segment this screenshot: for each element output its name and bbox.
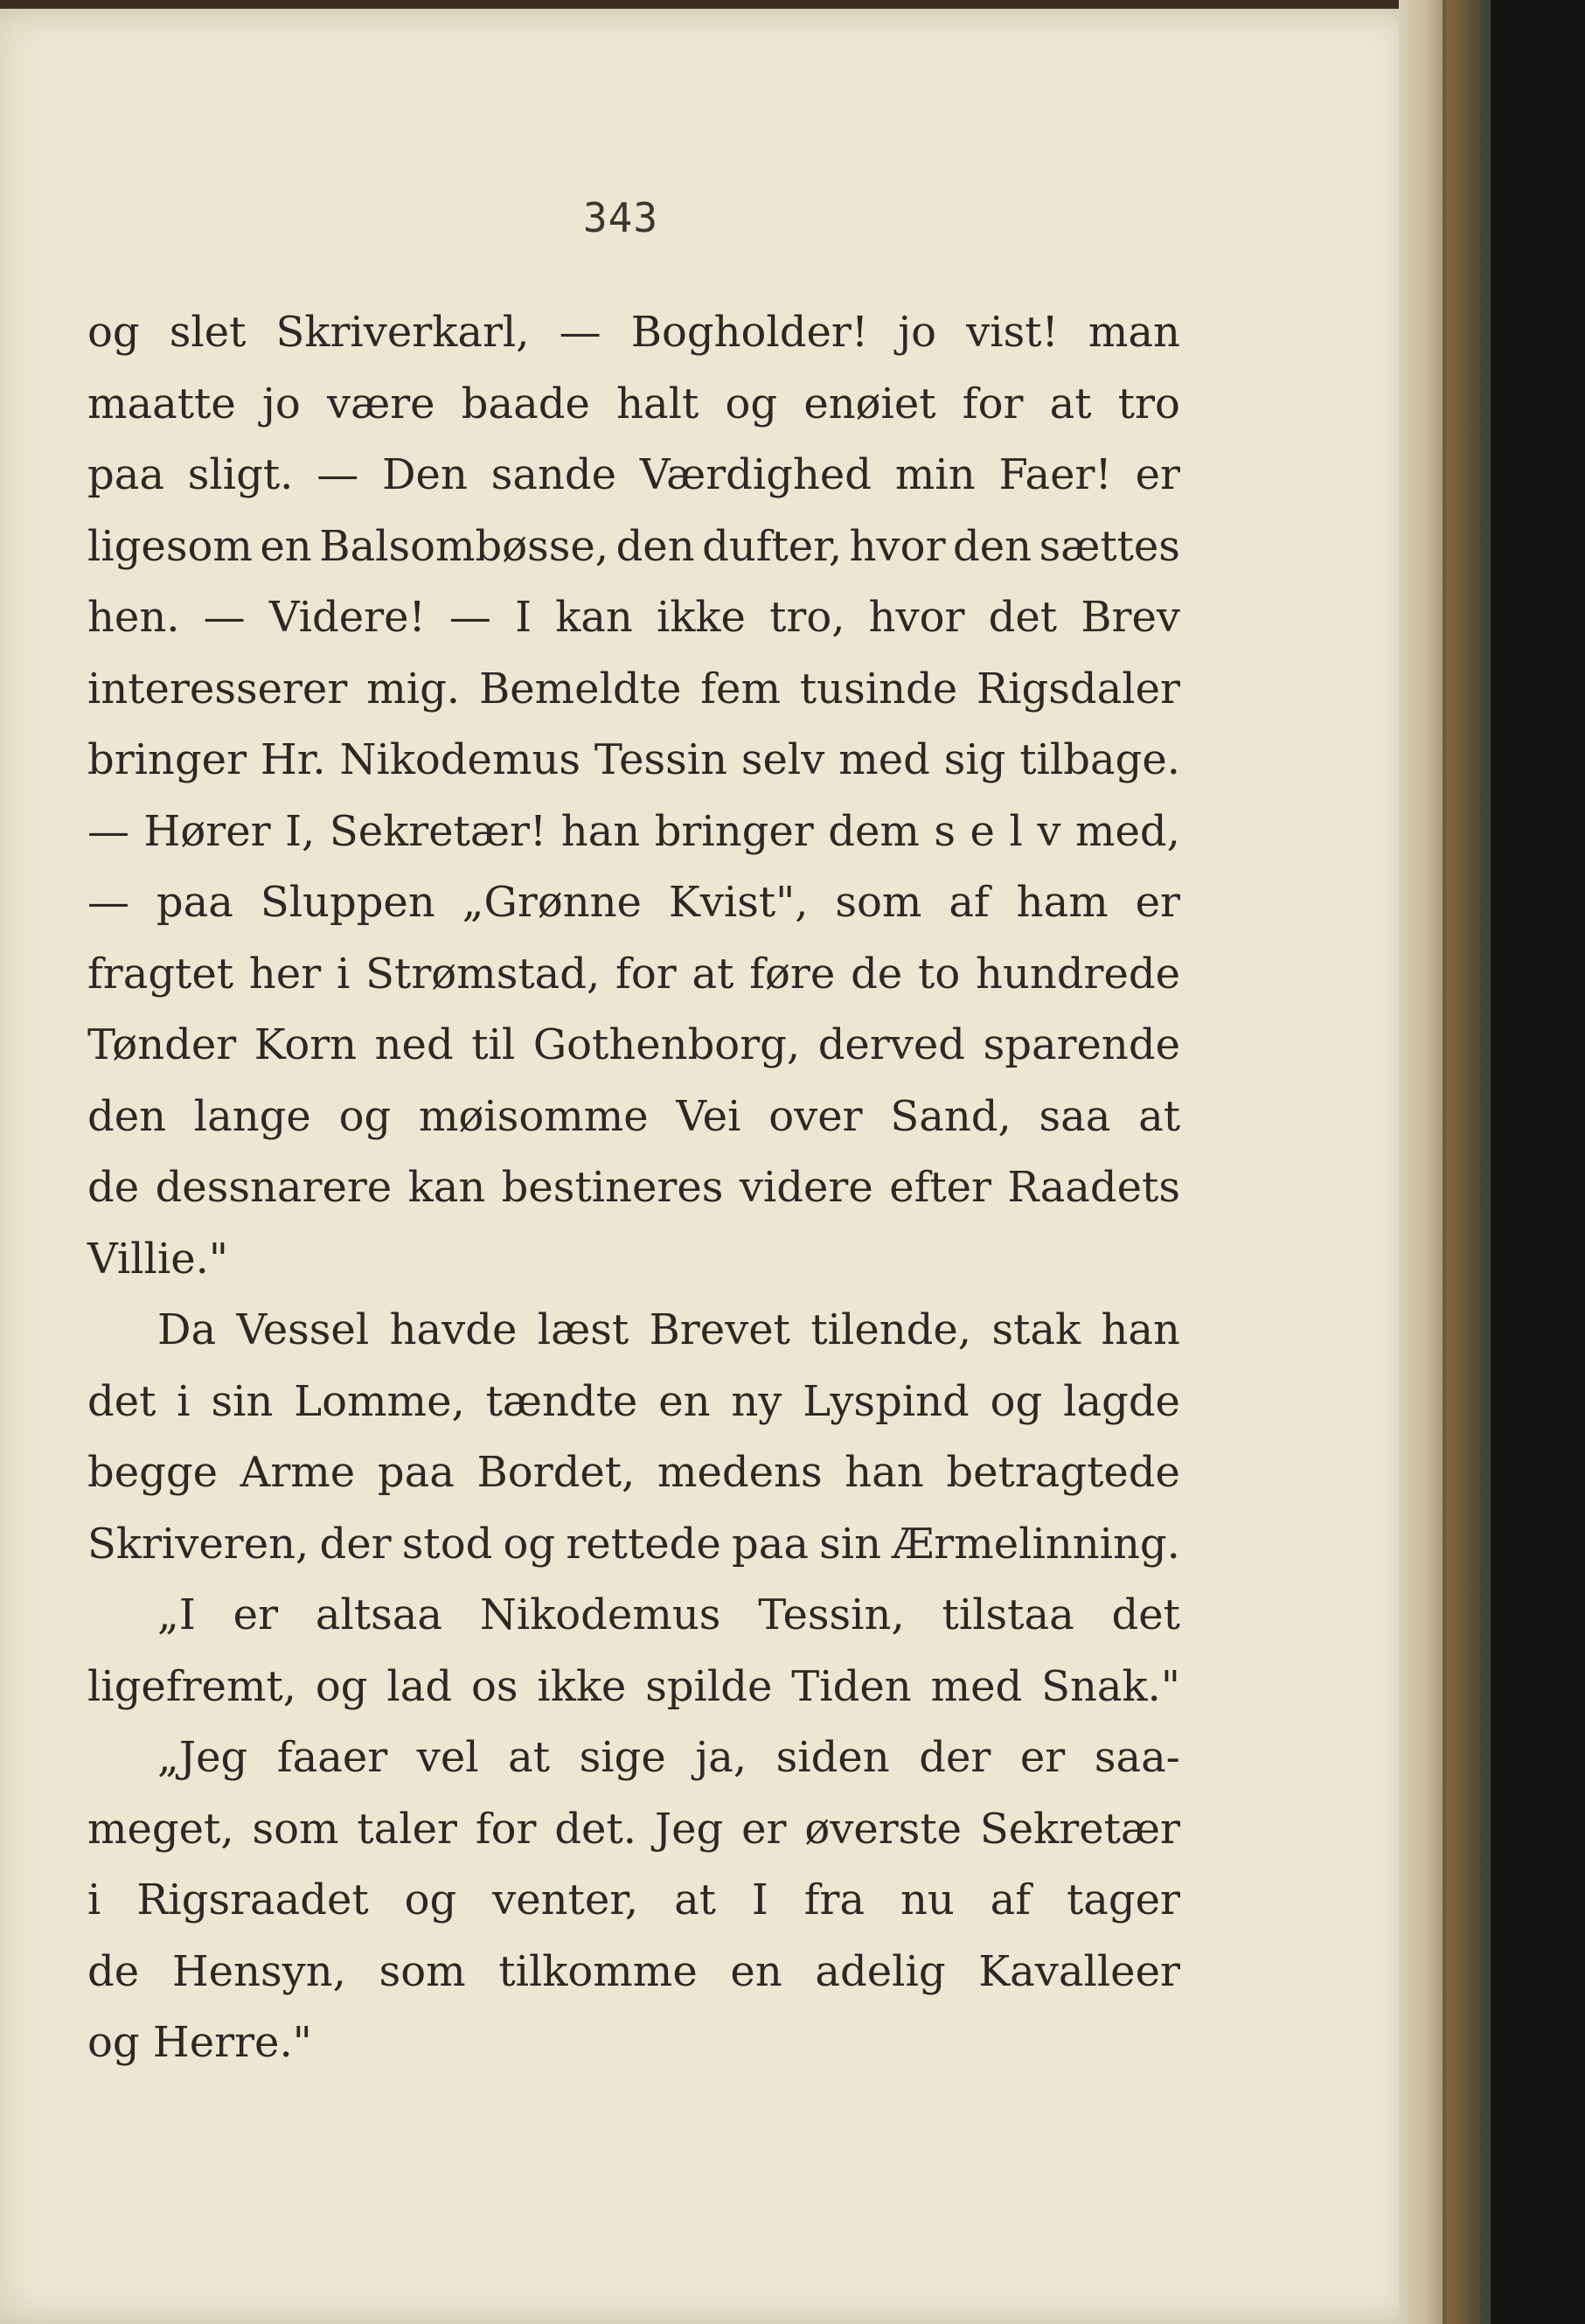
word: for — [615, 949, 677, 998]
word: interesserer — [87, 664, 348, 713]
text-line — [87, 867, 1180, 939]
word: Lyspind — [803, 1376, 970, 1426]
binding-leather-edge — [1447, 0, 1480, 2324]
word: sættes — [1039, 521, 1180, 571]
word: er — [741, 1804, 787, 1854]
word: sige — [579, 1733, 666, 1782]
word: Den — [382, 450, 468, 499]
word: Bordet, — [476, 1448, 636, 1497]
word: sande — [490, 450, 616, 499]
word: ikke — [656, 593, 746, 642]
word: rettede — [566, 1519, 721, 1569]
word: en — [658, 1376, 711, 1426]
word: Vei — [676, 1091, 741, 1141]
word: bringer — [87, 735, 247, 784]
word: som — [379, 1946, 466, 1996]
word: derved — [817, 1020, 966, 1069]
word: „Jeg — [157, 1733, 248, 1782]
page-number: 343 — [582, 194, 659, 241]
word: Sand, — [890, 1091, 1011, 1141]
word: over — [768, 1091, 863, 1141]
word: Lomme, — [294, 1376, 465, 1426]
word: halt — [616, 379, 699, 428]
word: s — [934, 806, 956, 856]
word: venter, — [492, 1875, 639, 1924]
word: saa — [1039, 1091, 1111, 1141]
word: være — [326, 379, 435, 428]
word: nu — [900, 1875, 955, 1924]
word: af — [990, 1875, 1032, 1924]
word: dem — [828, 806, 920, 856]
word: dufter, — [702, 521, 843, 571]
word: tilstaa — [942, 1590, 1074, 1639]
word: stak — [991, 1305, 1081, 1354]
word: møisomme — [418, 1091, 649, 1141]
word: er — [1135, 878, 1180, 927]
word: og — [87, 308, 140, 357]
word: den — [615, 521, 695, 571]
word: læst — [537, 1305, 629, 1354]
word: jo — [898, 308, 936, 357]
word: havde — [389, 1305, 518, 1354]
word: Tessin — [594, 735, 728, 784]
word: Gothenborg, — [532, 1020, 801, 1069]
word: for — [962, 379, 1024, 428]
word: han — [845, 1448, 924, 1497]
word: paa — [377, 1448, 455, 1497]
word: — — [87, 806, 129, 856]
word: ligesom — [87, 521, 253, 571]
word: Sekretær — [979, 1804, 1180, 1854]
word: — — [448, 593, 491, 642]
word: i — [336, 949, 351, 998]
word: en — [260, 521, 312, 571]
text-line — [87, 797, 1180, 868]
word: Værdighed — [639, 450, 872, 499]
word: at — [1049, 379, 1092, 428]
word: bringer — [654, 806, 814, 856]
word: e — [970, 806, 995, 856]
word: mig. — [366, 664, 461, 713]
text-line — [87, 511, 1180, 583]
text-line — [87, 582, 1180, 654]
word: Tessin, — [758, 1590, 905, 1639]
word: videre — [739, 1163, 873, 1212]
word: tro — [1117, 379, 1180, 428]
text-line — [87, 1152, 1180, 1224]
word: det — [1111, 1590, 1180, 1639]
text-line — [87, 1652, 1180, 1723]
word: her — [248, 949, 322, 998]
word: lagde — [1063, 1376, 1180, 1426]
word: dessnarere — [155, 1163, 393, 1212]
word: Brevet — [649, 1305, 790, 1354]
word: med — [838, 735, 930, 784]
word: begge — [87, 1448, 218, 1497]
word: den — [87, 1091, 167, 1141]
word: I, — [285, 806, 316, 856]
word: Nikodemus — [479, 1590, 721, 1639]
word: og — [725, 379, 778, 428]
word: Arme — [240, 1448, 356, 1497]
word: Da — [157, 1305, 217, 1354]
text-line — [87, 654, 1180, 726]
word: — — [203, 593, 246, 642]
word: tusinde — [799, 664, 958, 713]
word: Sekretær! — [329, 806, 547, 856]
word: i — [177, 1376, 191, 1426]
word: de — [87, 1163, 140, 1212]
word: hen. — [87, 593, 180, 642]
word: maatte — [87, 379, 236, 428]
word: I — [515, 593, 532, 642]
word: v — [1037, 806, 1061, 856]
word: ned — [374, 1020, 454, 1069]
word: Brev — [1081, 593, 1180, 642]
word: lange — [193, 1091, 311, 1141]
word: den — [953, 521, 1032, 571]
word: hvor — [849, 521, 946, 571]
word: øverste — [804, 1804, 963, 1854]
word: man — [1088, 308, 1180, 357]
word: i — [87, 1875, 101, 1924]
word: det. — [554, 1804, 636, 1854]
word: tændte — [485, 1376, 638, 1426]
word: tilkomme — [498, 1946, 698, 1996]
word: bestineres — [501, 1163, 724, 1212]
word: „I — [157, 1590, 196, 1639]
word: Hr. — [260, 735, 326, 784]
word: er — [1135, 450, 1180, 499]
word: medens — [657, 1448, 823, 1497]
word: Videre! — [268, 593, 426, 642]
word: „Grønne — [462, 878, 642, 927]
word: ikke — [537, 1661, 627, 1711]
text-line — [87, 1437, 1180, 1509]
word: at — [692, 949, 734, 998]
word: med, — [1074, 806, 1180, 856]
word: Hører — [143, 806, 271, 856]
word: Skriverkarl, — [275, 308, 530, 357]
word: sin — [819, 1519, 882, 1569]
text-line — [87, 1722, 1180, 1794]
word: kan — [407, 1163, 486, 1212]
word: der — [319, 1519, 392, 1569]
word: Ærmelinning. — [892, 1519, 1180, 1569]
word: Rigsraadet — [136, 1875, 369, 1924]
word: tager — [1066, 1875, 1180, 1924]
text-line — [87, 1295, 1180, 1367]
word: Skriveren, — [87, 1519, 309, 1569]
word: tilende, — [810, 1305, 972, 1354]
word: spilde — [645, 1661, 773, 1711]
word: lad — [386, 1661, 453, 1711]
word: vist! — [966, 308, 1059, 357]
word: tilbage. — [1019, 735, 1180, 784]
word: og — [315, 1661, 368, 1711]
word: sligt. — [187, 450, 294, 499]
word: — — [87, 878, 129, 927]
word: saa- — [1094, 1733, 1180, 1782]
word: — — [559, 308, 601, 357]
word: fra — [803, 1875, 865, 1924]
word: Bogholder! — [630, 308, 869, 357]
word: kan — [555, 593, 633, 642]
word: fragtet — [87, 949, 234, 998]
word: Kavalleer — [978, 1946, 1180, 1996]
word: jo — [261, 379, 301, 428]
text-line — [87, 725, 1180, 797]
word: sig — [943, 735, 1006, 784]
word: sparende — [983, 1020, 1180, 1069]
word: os — [470, 1661, 518, 1711]
word: taler — [357, 1804, 457, 1854]
text-line — [87, 1865, 1180, 1937]
word: to — [918, 949, 961, 998]
binding-cover — [1491, 0, 1585, 2324]
word: paa — [731, 1519, 809, 1569]
word: er — [1019, 1733, 1066, 1782]
text-line — [87, 440, 1180, 511]
word: slet — [169, 308, 247, 357]
word: Faer! — [998, 450, 1112, 499]
word: at — [674, 1875, 716, 1924]
word: der — [919, 1733, 991, 1782]
word: paa — [156, 878, 233, 927]
word: Balsombøsse, — [319, 521, 609, 571]
word: tro, — [769, 593, 845, 642]
word: I — [751, 1875, 768, 1924]
text-line — [87, 1367, 1180, 1438]
word: føre — [749, 949, 836, 998]
word: Tønder — [87, 1020, 237, 1069]
word: Raadets — [1007, 1163, 1180, 1212]
word: min — [894, 450, 976, 499]
word: Sluppen — [260, 878, 435, 927]
word: fem — [700, 664, 781, 713]
text-line — [87, 1580, 1180, 1652]
word: Nikodemus — [339, 735, 580, 784]
word: Korn — [254, 1020, 358, 1069]
word: ligefremt, — [87, 1661, 297, 1711]
word: Tiden — [791, 1661, 912, 1711]
text-line — [87, 1082, 1180, 1153]
word: meget, — [87, 1804, 234, 1854]
word: for — [475, 1804, 537, 1854]
word: baade — [461, 379, 590, 428]
word: Jeg — [654, 1804, 724, 1854]
word: til — [471, 1020, 516, 1069]
text-line — [87, 939, 1180, 1011]
word: stod — [401, 1519, 493, 1569]
word: med — [930, 1661, 1023, 1711]
word: adelig — [815, 1946, 946, 1996]
word: de — [851, 949, 903, 998]
word: som — [252, 1804, 339, 1854]
word: han — [1101, 1305, 1180, 1354]
word: vel — [416, 1733, 479, 1782]
word: de — [87, 1946, 140, 1996]
word: ham — [1016, 878, 1109, 927]
text-line — [87, 1937, 1180, 2008]
word: og — [990, 1376, 1043, 1426]
word: at — [1138, 1091, 1180, 1141]
word: han — [560, 806, 641, 856]
word: siden — [775, 1733, 890, 1782]
word: af — [949, 878, 990, 927]
word: og — [404, 1875, 457, 1924]
word: Snak." — [1041, 1661, 1180, 1711]
word: selv — [740, 735, 825, 784]
word: at — [508, 1733, 551, 1782]
word: Rigsdaler — [977, 664, 1180, 713]
word: Hensyn, — [171, 1946, 346, 1996]
word: er — [233, 1590, 279, 1639]
word: Strømstad, — [365, 949, 601, 998]
word: og — [503, 1519, 556, 1569]
word: efter — [889, 1163, 991, 1212]
word: en — [730, 1946, 782, 1996]
word: l — [1009, 806, 1023, 856]
word: betragtede — [946, 1448, 1180, 1497]
word: ja, — [695, 1733, 747, 1782]
word: Bemeldte — [478, 664, 682, 713]
word: som — [835, 878, 922, 927]
word: det — [988, 593, 1058, 642]
text-line — [87, 369, 1180, 441]
word: altsaa — [315, 1590, 442, 1639]
text-line — [87, 297, 1180, 369]
word: faaer — [276, 1733, 388, 1782]
word: det — [87, 1376, 156, 1426]
body-text — [87, 297, 1180, 2079]
word: Kvist", — [668, 878, 809, 927]
word: — — [316, 450, 359, 499]
word: Vessel — [236, 1305, 370, 1354]
text-line: Villie." — [87, 1234, 228, 1284]
text-line — [87, 1010, 1180, 1082]
word: enøiet — [803, 379, 936, 428]
text-line: og Herre." — [87, 2018, 312, 2067]
word: og — [338, 1091, 392, 1141]
word: paa — [87, 450, 164, 499]
text-line — [87, 1509, 1180, 1581]
word: hundrede — [976, 949, 1180, 998]
word: ny — [731, 1376, 782, 1426]
text-line — [87, 1794, 1180, 1866]
word: hvor — [868, 593, 965, 642]
word: sin — [211, 1376, 274, 1426]
